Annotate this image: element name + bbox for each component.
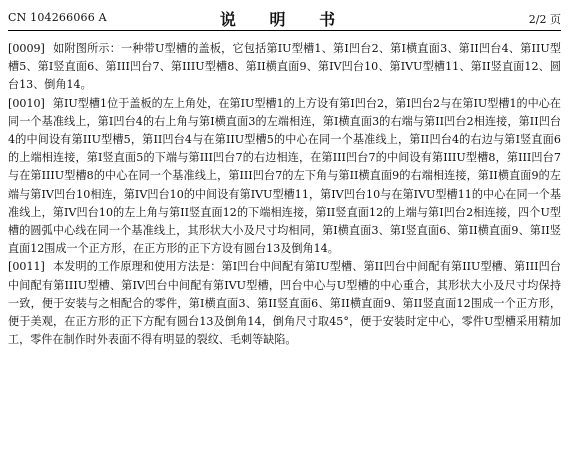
paragraph-0010 [8,95,561,259]
document-title: 说 明 书 [219,10,350,29]
paragraph-0009 [8,40,561,95]
paragraph-0011 [8,258,561,349]
paragraph-number: [0011] [8,260,45,274]
publication-number: CN 104266066 A [8,11,107,24]
paragraph-number: [0009] [8,42,45,55]
page-header [8,6,561,28]
document-body [8,40,561,349]
paragraph-text: 本发明的工作原理和使用方法是：第I凹台中间配有第IU型槽、第II凹台中间配有第IIU型槽、第III凹台中间配有第IIIU型槽、第IV凹台中间配有第IVU型槽，凹台中心与U型槽的中心重合，其形状大小及尺寸均保持一致，便于安装与之相配合的零件，第I横直面3、第II竖直面6、第II横直面9、第II竖直面12围成一个正方形，便于美观，在正方形的正下方配有圆台13及倒角14，倒角尺寸取45°，便于安装时定中心，零件U型槽采用精加工，零件在制作时外表面不得有明显的裂纹、毛刺等缺陷。 [8,260,561,347]
paragraph-text: 第IU型槽1位于盖板的左上角处，在第IU型槽1的上方设有第I凹台2，第I凹台2与在第IU型槽1的中心在同一个基准线上，第I凹台4的右上角与第I横直面3的左端相连，第I横直面3的右端与第II凹台2相连接，第II凹台4的中间设有第IIU型槽5，第II凹台4与在第IIU型槽5的中心在同一个基准线上，第II凹台4的右边与第I竖直面6的上端相连接，第I竖直面5的下端与第III凹台7的右边相连，在第III凹台7的中间设有第IIIU型槽8，第III凹台7与在第IIIU型槽8的中心在同一个基准线上，第III凹台7的左下角与第II横直面9的右端相连接，第II横直面9的左端与第IV凹台10相连，第IV凹台10的中间设有第IVU型槽11，第IV凹台10与在第IVU型槽11的中心在同一个基准线上，第IV凹台10的左上角与第II竖直面12的下端相连接，第II竖直面12的上端与第I凹台2相连接，四个U型槽的圆弧中心线在同一个基准线上，其形状大小及尺寸均相同，第I横直面3、第I竖直面6、第II横直面9、第II竖直面12围成一个正方形，在正方形的正下方设有圆台13及倒角14。 [8,96,561,256]
paragraph-text: 如附图所示：一种带U型槽的盖板，它包括第IU型槽1、第I凹台2、第I横直面3、第II凹台4、第IIU型槽5、第I竖直面6、第III凹台7、第IIIU型槽8、第II横直面9、第IV凹台10、第IVU型槽11、第II竖直面12、圆台13、倒角14。 [8,42,561,92]
page-number: 2/2 页 [528,13,561,26]
paragraph-number: [0010] [8,96,45,110]
header-divider [8,30,561,31]
